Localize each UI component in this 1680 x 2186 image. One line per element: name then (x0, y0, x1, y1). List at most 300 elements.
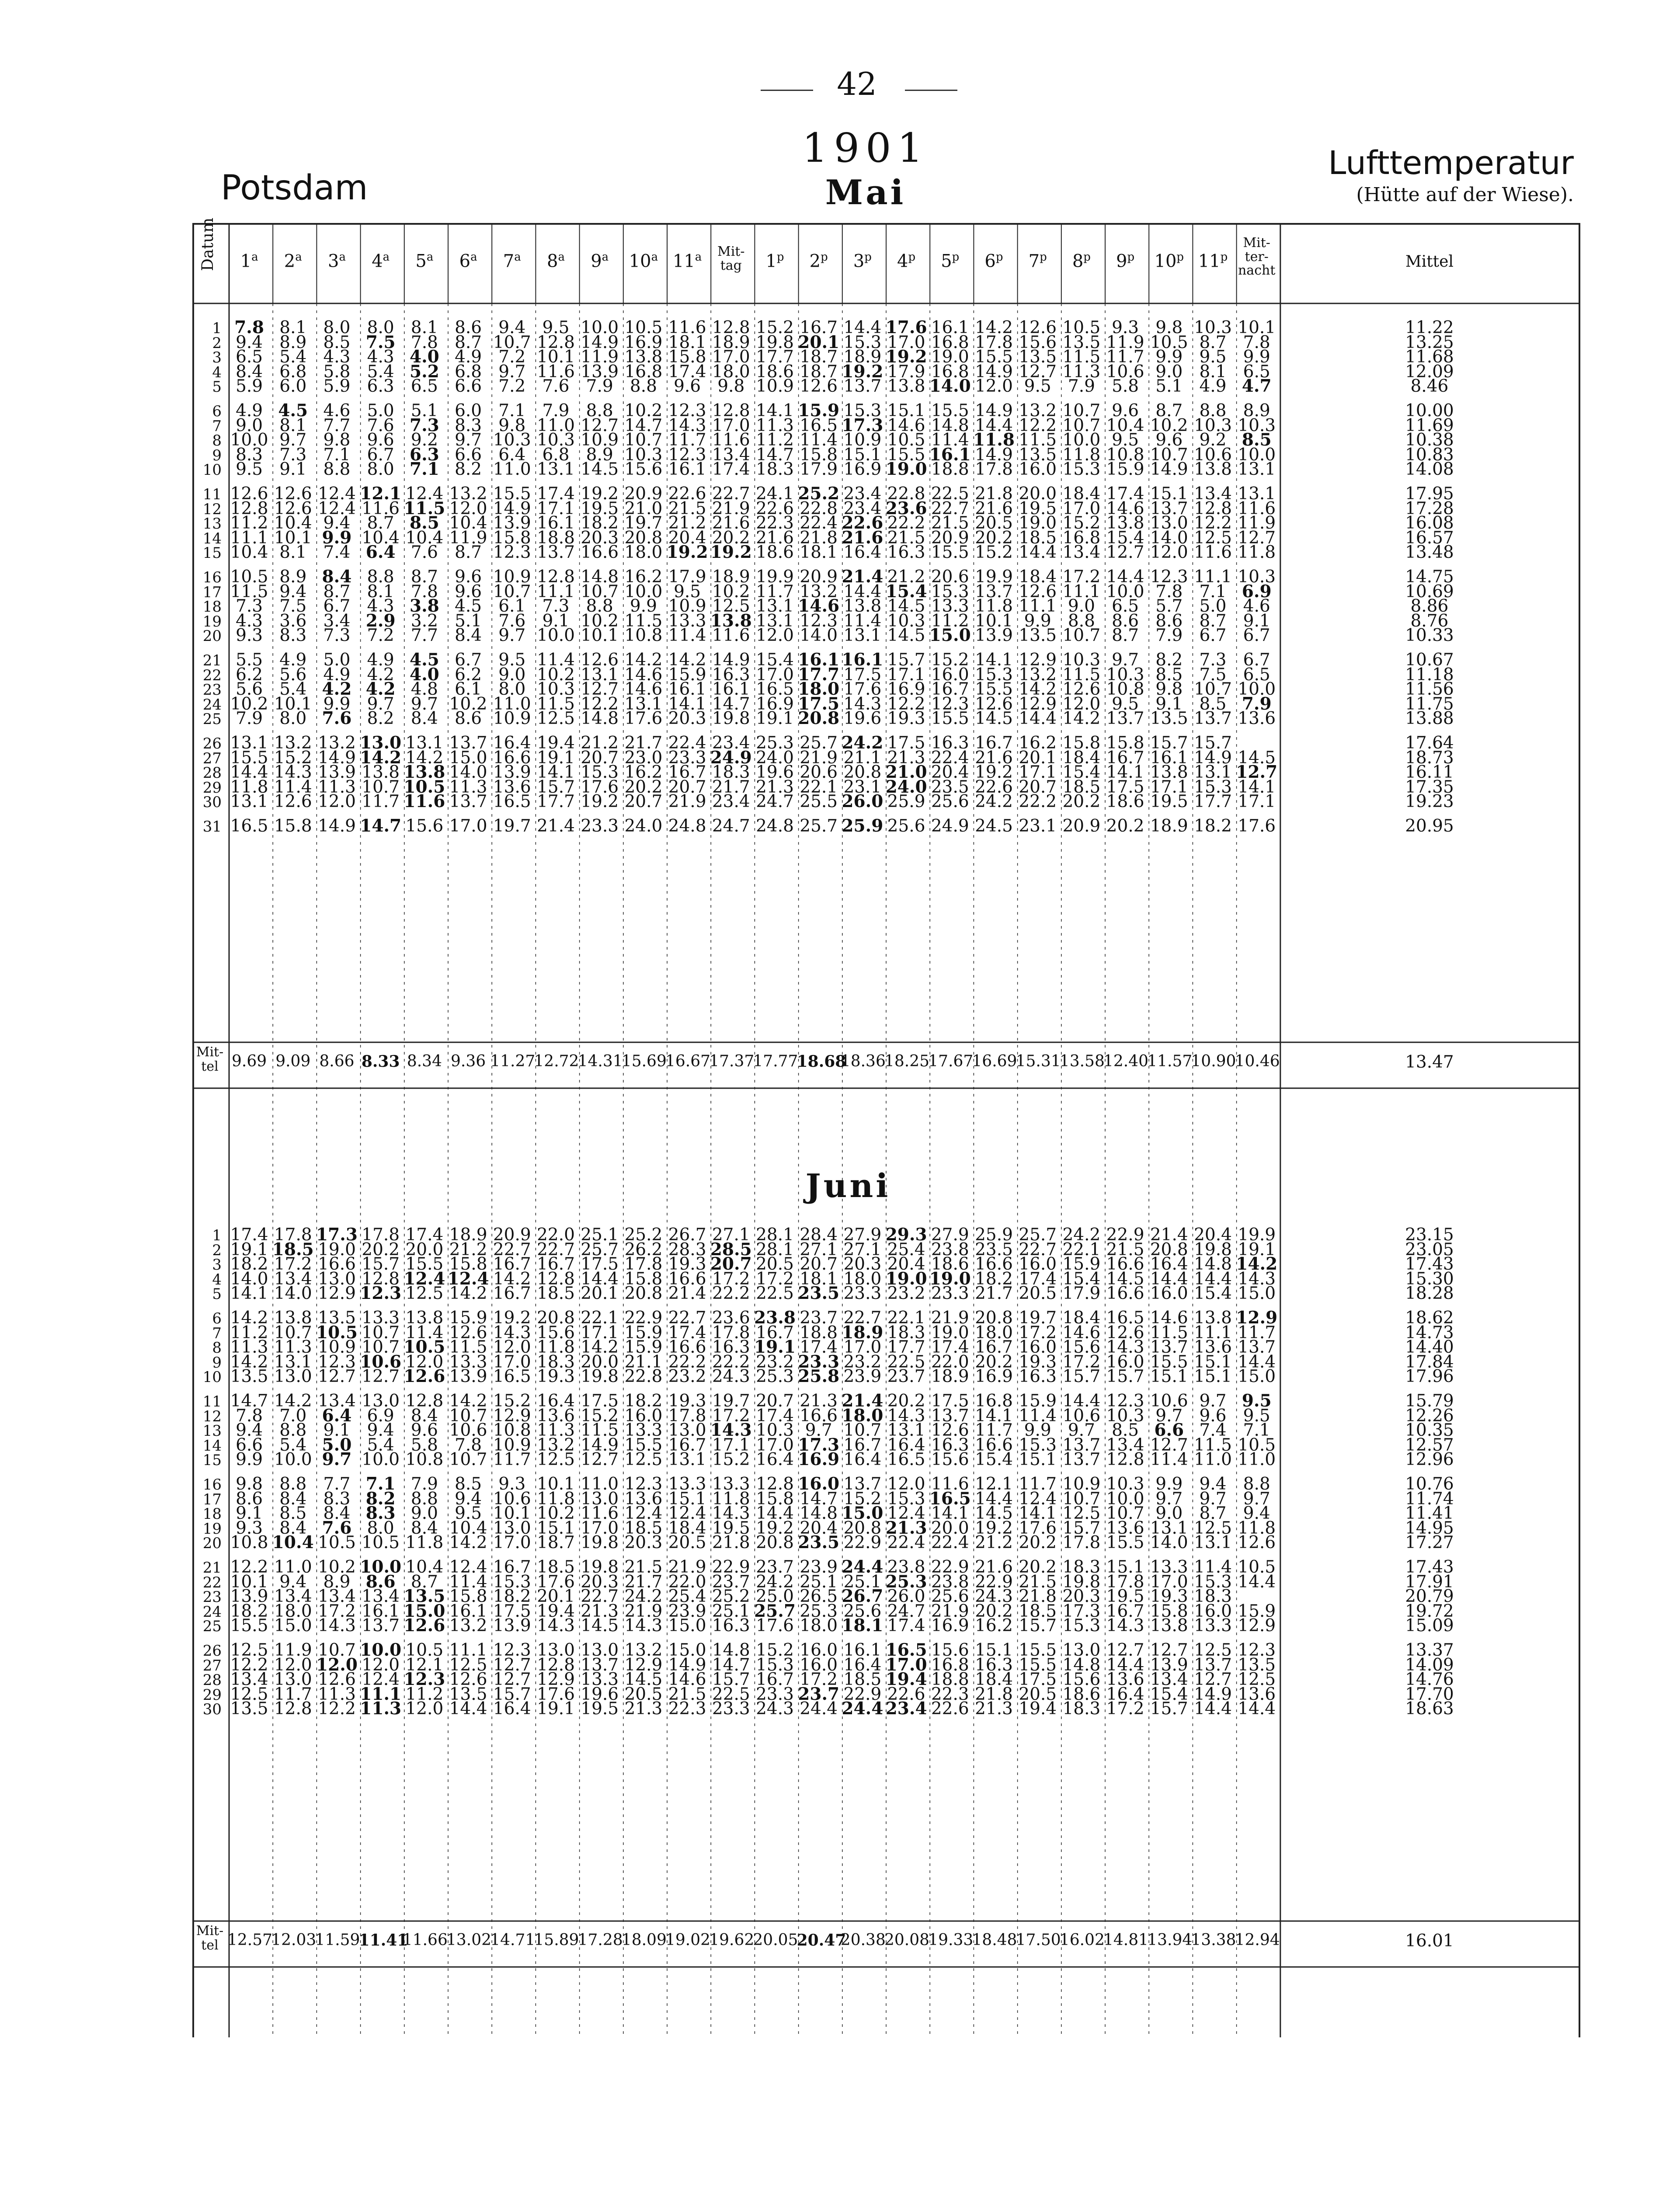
temperature-value: 13.8 (362, 762, 400, 783)
temperature-value: 17.0 (885, 1654, 927, 1675)
temperature-value: 5.4 (367, 362, 394, 382)
temperature-value: 18.2 (624, 1391, 663, 1411)
temperature-value: 20.8 (624, 1284, 663, 1304)
temperature-value: 13.7 (843, 1474, 882, 1494)
temperature-value: 5.2 (409, 361, 439, 382)
temperature-value: 9.7 (498, 626, 526, 646)
day-number: 29 (202, 1686, 222, 1704)
temperature-value: 5.0 (322, 1434, 352, 1455)
temperature-value: 17.5 (887, 733, 925, 753)
day-number: 7 (212, 417, 222, 435)
temperature-value: 16.4 (843, 543, 882, 563)
temperature-value: 13.9 (493, 1616, 531, 1636)
temperature-value: 13.8 (624, 347, 663, 367)
temperature-value: 20.1 (581, 1284, 619, 1304)
temperature-value: 16.0 (1150, 1284, 1188, 1304)
temperature-value: 5.0 (367, 401, 394, 421)
temperature-value: 11.6 (403, 791, 445, 812)
day-number: 6 (212, 1310, 222, 1327)
hourly-mean-value: 9.36 (451, 1052, 486, 1070)
temperature-value: 12.6 (931, 1420, 969, 1441)
temperature-value: 11.5 (1019, 430, 1057, 450)
temperature-value: 10.2 (318, 1557, 356, 1577)
hourly-mean-value: 12.72 (534, 1052, 579, 1070)
temperature-value: 2.9 (365, 610, 396, 631)
temperature-value: 14.9 (975, 362, 1013, 382)
temperature-value: 13.8 (710, 610, 752, 631)
temperature-value: 20.3 (843, 1254, 882, 1274)
temperature-value: 23.7 (756, 1557, 794, 1577)
temperature-value: 9.7 (1199, 1391, 1227, 1411)
temperature-value: 11.5 (403, 498, 445, 519)
temperature-value: 17.7 (798, 664, 840, 685)
temperature-value: 24.0 (756, 748, 794, 768)
temperature-value: 13.7 (1150, 1337, 1188, 1358)
temperature-value: 9.7 (1199, 1489, 1227, 1509)
temperature-value: 14.3 (1106, 1337, 1144, 1358)
temperature-value: 7.9 (236, 709, 263, 729)
temperature-value: 14.4 (581, 1269, 619, 1289)
temperature-value: 19.4 (537, 1601, 575, 1621)
daily-mean-value: 17.43 (1405, 1254, 1454, 1274)
temperature-value: 14.6 (624, 665, 663, 685)
daily-mean-value: 16.08 (1405, 513, 1454, 533)
hourly-mean-value: 16.69 (972, 1052, 1017, 1070)
temperature-value: 11.8 (1238, 543, 1276, 563)
temperature-value: 17.8 (668, 1406, 706, 1426)
temperature-value: 14.8 (1062, 1655, 1101, 1675)
temperature-value: 8.3 (365, 1503, 396, 1524)
temperature-value: 14.3 (537, 1616, 575, 1636)
temperature-value: 13.8 (1106, 513, 1144, 533)
temperature-value: 6.5 (236, 347, 263, 367)
temperature-value: 8.5 (1112, 1420, 1139, 1441)
temperature-value: 15.7 (1062, 1518, 1101, 1538)
temperature-value: 7.8 (455, 1435, 482, 1455)
temperature-value: 17.8 (362, 1225, 400, 1245)
temperature-value: 15.9 (668, 665, 706, 685)
temperature-value: 9.1 (1155, 694, 1183, 714)
temperature-value: 10.8 (1106, 679, 1144, 700)
hourly-mean-value: 20.05 (753, 1931, 798, 1949)
temperature-value: 24.9 (931, 816, 969, 836)
temperature-value: 27.1 (800, 1239, 838, 1260)
temperature-value: 12.9 (318, 1284, 356, 1304)
temperature-value: 18.4 (1062, 1308, 1101, 1328)
temperature-value: 17.5 (798, 693, 840, 714)
temperature-value: 13.9 (1150, 1655, 1188, 1675)
hour-column-header: 6$^a$ (459, 251, 477, 272)
temperature-value: 8.1 (279, 415, 307, 435)
temperature-value: 5.0 (1199, 596, 1227, 616)
temperature-value: 7.6 (322, 708, 352, 729)
temperature-value: 9.8 (717, 376, 745, 397)
temperature-value: 20.2 (362, 1239, 400, 1260)
temperature-value: 15.3 (843, 401, 882, 421)
temperature-value: 9.7 (498, 362, 526, 382)
temperature-value: 10.4 (405, 1557, 444, 1577)
temperature-value: 17.4 (1106, 484, 1144, 504)
temperature-value: 13.8 (403, 762, 445, 783)
temperature-value: 10.6 (1106, 362, 1144, 382)
temperature-value: 9.7 (367, 694, 394, 714)
temperature-value: 6.6 (455, 445, 482, 465)
temperature-value: 6.6 (1154, 1420, 1184, 1441)
temperature-value: 14.1 (230, 1284, 268, 1304)
temperature-value: 9.5 (1242, 1391, 1272, 1411)
temperature-value: 8.4 (410, 709, 438, 729)
temperature-value: 14.9 (975, 401, 1013, 421)
day-number: 22 (202, 666, 222, 684)
temperature-value: 22.0 (537, 1225, 575, 1245)
temperature-value: 21.6 (975, 1557, 1013, 1577)
temperature-value: 15.1 (1194, 1352, 1232, 1372)
temperature-value: 22.7 (1019, 1239, 1057, 1260)
temperature-value: 14.0 (929, 376, 971, 397)
temperature-value: 25.6 (887, 816, 925, 836)
temperature-value: 15.5 (975, 679, 1013, 700)
temperature-value: 9.1 (542, 611, 570, 631)
temperature-value: 25.3 (885, 1571, 927, 1592)
temperature-value: 14.4 (1062, 1391, 1101, 1411)
temperature-value: 11.0 (493, 459, 531, 480)
temperature-value: 15.9 (1106, 459, 1144, 480)
temperature-value: 11.5 (230, 581, 268, 602)
temperature-value: 14.6 (668, 1670, 706, 1690)
temperature-value: 13.1 (756, 611, 794, 631)
temperature-value: 24.7 (887, 1601, 925, 1621)
temperature-value: 7.1 (323, 445, 351, 465)
temperature-value: 19.2 (885, 347, 927, 367)
temperature-value: 15.7 (493, 1684, 531, 1704)
daily-mean-value: 10.83 (1405, 445, 1454, 465)
temperature-value: 10.5 (316, 1322, 358, 1343)
temperature-value: 8.8 (323, 459, 351, 480)
temperature-value: 6.5 (1243, 362, 1270, 382)
day-number: 3 (212, 349, 222, 367)
temperature-value: 12.4 (1019, 1489, 1057, 1509)
temperature-value: 18.5 (272, 1239, 314, 1260)
temperature-value: 9.4 (498, 318, 526, 338)
temperature-value: 18.7 (800, 362, 838, 382)
temperature-value: 18.8 (931, 1670, 969, 1690)
temperature-value: 23.4 (843, 498, 882, 519)
temperature-value: 21.2 (975, 1533, 1013, 1553)
temperature-value: 11.8 (405, 1533, 444, 1553)
temperature-value: 13.4 (274, 1587, 312, 1607)
temperature-value: 12.2 (318, 1699, 356, 1719)
temperature-value: 19.8 (756, 332, 794, 352)
temperature-value: 21.9 (624, 1601, 663, 1621)
temperature-value: 18.1 (800, 543, 838, 563)
temperature-value: 14.6 (1150, 1308, 1188, 1328)
temperature-value: 20.2 (975, 1352, 1013, 1372)
temperature-value: 15.0 (842, 1503, 883, 1524)
temperature-value: 20.7 (800, 1254, 838, 1274)
day-number: 8 (212, 432, 222, 450)
temperature-value: 13.4 (362, 1587, 400, 1607)
temperature-value: 15.5 (887, 445, 925, 465)
temperature-value: 20.6 (800, 762, 838, 783)
daily-mean-value: 20.95 (1405, 816, 1454, 836)
temperature-value: 15.8 (624, 1269, 663, 1289)
temperature-value: 16.3 (712, 665, 750, 685)
temperature-value: 6.1 (498, 596, 526, 616)
temperature-value: 17.0 (756, 665, 794, 685)
temperature-value: 19.2 (975, 762, 1013, 783)
temperature-value: 15.2 (274, 748, 312, 768)
temperature-value: 14.9 (581, 332, 619, 352)
temperature-value: 12.7 (1150, 1435, 1188, 1455)
temperature-value: 9.7 (410, 694, 438, 714)
daily-mean-value: 17.84 (1405, 1352, 1454, 1372)
temperature-value: 7.4 (1199, 1420, 1227, 1441)
temperature-value: 10.0 (537, 626, 575, 646)
temperature-value: 10.0 (581, 318, 619, 338)
temperature-value: 16.1 (929, 444, 971, 465)
temperature-value: 14.5 (624, 1670, 663, 1690)
temperature-value: 14.6 (1062, 1323, 1101, 1343)
temperature-value: 13.7 (449, 792, 487, 812)
temperature-value: 17.7 (537, 792, 575, 812)
temperature-value: 9.2 (410, 430, 438, 450)
temperature-value: 25.1 (843, 1572, 882, 1592)
hourly-mean-value: 12.40 (1103, 1052, 1149, 1070)
hourly-mean-value: 14.71 (490, 1931, 536, 1949)
temperature-value: 12.2 (230, 1655, 268, 1675)
temperature-value: 4.9 (367, 650, 394, 670)
temperature-value: 15.1 (975, 1640, 1013, 1660)
temperature-value: 15.5 (230, 1616, 268, 1636)
temperature-value: 9.7 (805, 1420, 832, 1441)
day-number: 1 (212, 320, 222, 337)
temperature-value: 12.3 (318, 1352, 356, 1372)
hour-column-header: 10$^p$ (1154, 251, 1184, 272)
temperature-value: 5.9 (323, 376, 351, 397)
temperature-value: 19.4 (885, 1669, 927, 1690)
temperature-value: 14.5 (1106, 1269, 1144, 1289)
temperature-value: 21.3 (624, 1699, 663, 1719)
temperature-value: 17.8 (1062, 1533, 1101, 1553)
day-number: 2 (212, 1241, 222, 1259)
temperature-value: 10.7 (274, 1323, 312, 1343)
temperature-value: 23.3 (712, 1699, 750, 1719)
temperature-value: 12.5 (1238, 1670, 1276, 1690)
temperature-value: 18.2 (230, 1601, 268, 1621)
temperature-value: 20.5 (1019, 1684, 1057, 1704)
temperature-value: 19.2 (666, 542, 708, 563)
temperature-value: 26.7 (842, 1586, 883, 1607)
hour-column-header: 3$^a$ (328, 251, 346, 272)
temperature-value: 13.8 (1150, 1616, 1188, 1636)
temperature-value: 15.6 (931, 1640, 969, 1660)
temperature-value: 13.1 (405, 733, 444, 753)
temperature-value: 8.4 (279, 1489, 307, 1509)
hourly-mean-value: 11.66 (402, 1931, 448, 1949)
temperature-value: 9.5 (236, 459, 263, 480)
temperature-value: 9.4 (367, 1420, 394, 1441)
temperature-value: 14.3 (1106, 1616, 1144, 1636)
temperature-value: 8.9 (323, 1572, 351, 1592)
temperature-value: 8.6 (236, 1489, 263, 1509)
temperature-value: 9.5 (455, 1504, 482, 1524)
temperature-value: 9.5 (1243, 1406, 1270, 1426)
temperature-value: 25.7 (581, 1239, 619, 1260)
temperature-value: 10.5 (318, 1533, 356, 1553)
temperature-value: 11.0 (537, 415, 575, 435)
day-number: 16 (202, 1476, 222, 1493)
temperature-value: 9.0 (410, 1504, 438, 1524)
day-number: 17 (202, 1490, 222, 1508)
daily-mean-value: 14.08 (1405, 459, 1454, 480)
temperature-value: 18.1 (668, 332, 706, 352)
temperature-value: 15.9 (798, 400, 840, 421)
temperature-value: 20.3 (581, 1572, 619, 1592)
temperature-value: 12.8 (362, 1269, 400, 1289)
temperature-value: 8.6 (455, 709, 482, 729)
hour-column-header: 5$^p$ (941, 251, 960, 272)
temperature-value: 17.1 (537, 498, 575, 519)
temperature-value: 12.5 (230, 1640, 268, 1660)
temperature-value: 6.2 (236, 665, 263, 685)
temperature-value: 14.2 (1062, 709, 1101, 729)
temperature-value: 12.7 (1019, 362, 1057, 382)
temperature-value: 16.1 (931, 318, 969, 338)
temperature-value: 20.5 (975, 513, 1013, 533)
temperature-value: 23.8 (931, 1572, 969, 1592)
temperature-value: 17.6 (537, 1572, 575, 1592)
temperature-value: 14.1 (537, 762, 575, 783)
temperature-value: 27.9 (843, 1225, 882, 1245)
temperature-value: 14.5 (975, 1504, 1013, 1524)
daily-mean-value: 17.70 (1405, 1684, 1454, 1704)
temperature-value: 13.7 (581, 1655, 619, 1675)
temperature-value: 23.6 (885, 498, 927, 519)
hourly-mean-value: 12.03 (271, 1931, 317, 1949)
temperature-value: 3.4 (323, 611, 351, 631)
day-number: 10 (202, 1368, 222, 1386)
temperature-value: 15.6 (1062, 1337, 1101, 1358)
temperature-value: 16.7 (756, 1670, 794, 1690)
temperature-value: 14.3 (710, 1420, 752, 1441)
temperature-value: 12.6 (403, 1615, 445, 1636)
temperature-value: 11.5 (1150, 1323, 1188, 1343)
temperature-value: 7.7 (323, 1474, 351, 1494)
temperature-value: 16.7 (668, 1435, 706, 1455)
temperature-value: 11.3 (756, 415, 794, 435)
temperature-value: 22.7 (712, 484, 750, 504)
temperature-value: 16.7 (1106, 1601, 1144, 1621)
temperature-value: 14.4 (975, 415, 1013, 435)
temperature-value: 21.8 (800, 528, 838, 548)
temperature-value: 10.7 (1062, 401, 1101, 421)
temperature-value: 18.2 (581, 513, 619, 533)
temperature-value: 10.2 (581, 611, 619, 631)
temperature-value: 3.2 (410, 611, 438, 631)
temperature-value: 15.4 (1194, 1284, 1232, 1304)
temperature-value: 7.8 (1243, 332, 1270, 352)
temperature-value: 18.0 (274, 1601, 312, 1621)
hourly-mean-value: 11.27 (490, 1052, 536, 1070)
temperature-value: 14.4 (843, 318, 882, 338)
temperature-value: 13.3 (624, 1420, 663, 1441)
temperature-value: 15.6 (624, 459, 663, 480)
temperature-value: 12.5 (1194, 528, 1232, 548)
temperature-value: 16.4 (537, 1391, 575, 1411)
temperature-value: 15.9 (624, 1337, 663, 1358)
temperature-value: 16.0 (800, 1655, 838, 1675)
temperature-value: 19.8 (712, 709, 750, 729)
temperature-value: 9.8 (323, 430, 351, 450)
temperature-value: 13.1 (843, 626, 882, 646)
temperature-value: 5.1 (410, 401, 438, 421)
temperature-value: 10.4 (274, 513, 312, 533)
temperature-value: 10.7 (362, 777, 400, 797)
temperature-value: 20.6 (931, 567, 969, 587)
temperature-value: 11.4 (843, 611, 882, 631)
temperature-value: 12.9 (1236, 1308, 1278, 1328)
temperature-value: 14.0 (274, 1284, 312, 1304)
temperature-value: 21.4 (668, 1284, 706, 1304)
hour-column-header: 11$^a$ (672, 251, 702, 272)
temperature-value: 21.6 (712, 513, 750, 533)
temperature-value: 16.4 (843, 1655, 882, 1675)
day-number: 21 (202, 1559, 222, 1577)
temperature-value: 15.3 (1062, 459, 1101, 480)
temperature-value: 23.2 (843, 1352, 882, 1372)
temperature-value: 11.3 (360, 1699, 402, 1719)
hour-column-header: 8$^p$ (1072, 251, 1091, 272)
daily-mean-value: 23.15 (1405, 1225, 1454, 1245)
temperature-value: 11.5 (1062, 665, 1101, 685)
temperature-value: 4.0 (409, 347, 439, 367)
daily-mean-value: 11.69 (1405, 415, 1454, 435)
temperature-value: 25.7 (800, 733, 838, 753)
temperature-value: 16.7 (843, 1435, 882, 1455)
temperature-value: 23.8 (754, 1308, 796, 1328)
temperature-value: 15.5 (493, 484, 531, 504)
temperature-value: 24.2 (842, 733, 883, 753)
temperature-value: 13.2 (449, 1616, 487, 1636)
temperature-value: 14.4 (1194, 1269, 1232, 1289)
temperature-value: 12.7 (581, 679, 619, 700)
temperature-value: 22.8 (800, 498, 838, 519)
temperature-value: 12.6 (449, 1670, 487, 1690)
temperature-value: 15.0 (668, 1640, 706, 1660)
temperature-value: 14.4 (1238, 1572, 1276, 1592)
temperature-value: 11.8 (1062, 445, 1101, 465)
temperature-value: 17.6 (1019, 1518, 1057, 1538)
temperature-value: 17.2 (1062, 567, 1101, 587)
temperature-value: 11.7 (1019, 1474, 1057, 1494)
temperature-value: 14.9 (318, 748, 356, 768)
day-number: 14 (202, 1437, 222, 1455)
hourly-mean-value: 18.09 (621, 1931, 667, 1949)
temperature-value: 13.6 (537, 1406, 575, 1426)
temperature-value: 10.7 (362, 1337, 400, 1358)
temperature-value: 10.7 (1194, 679, 1232, 700)
temperature-value: 20.9 (624, 484, 663, 504)
daily-mean-value: 15.79 (1405, 1391, 1454, 1411)
temperature-value: 18.6 (756, 362, 794, 382)
temperature-value: 16.6 (581, 543, 619, 563)
temperature-value: 11.8 (537, 1489, 575, 1509)
temperature-value: 17.4 (537, 484, 575, 504)
temperature-value: 9.1 (1243, 611, 1270, 631)
temperature-value: 16.6 (1106, 1284, 1144, 1304)
temperature-value: 10.7 (493, 581, 531, 602)
temperature-value: 10.3 (493, 430, 531, 450)
